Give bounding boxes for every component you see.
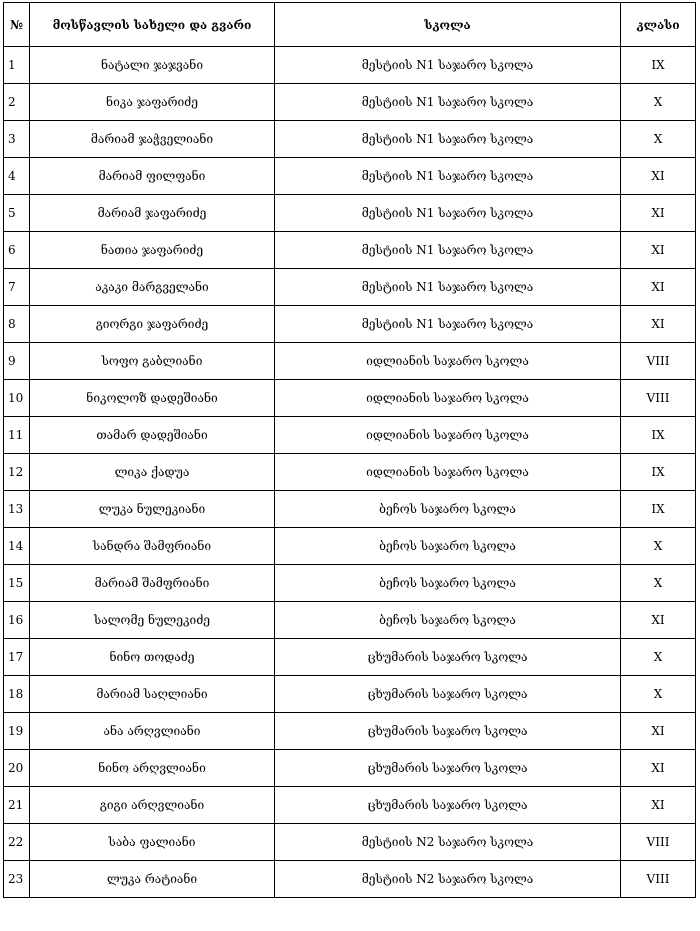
row-number: 16 bbox=[4, 602, 30, 639]
table-row bbox=[4, 861, 696, 898]
grade-value: XI bbox=[621, 750, 696, 787]
student-name: ნინო თოდაძე bbox=[30, 639, 275, 676]
student-name: საბა ფალიანი bbox=[30, 824, 275, 861]
table-row bbox=[4, 602, 696, 639]
grade-value: XI bbox=[621, 713, 696, 750]
grade-value: IX bbox=[621, 417, 696, 454]
school-name: მესტიის N2 საჯარო სკოლა bbox=[275, 824, 621, 861]
row-number: 14 bbox=[4, 528, 30, 565]
row-number: 19 bbox=[4, 713, 30, 750]
student-name: ნინო არღვლიანი bbox=[30, 750, 275, 787]
row-number: 13 bbox=[4, 491, 30, 528]
table-row bbox=[4, 750, 696, 787]
grade-value: XI bbox=[621, 232, 696, 269]
row-number: 12 bbox=[4, 454, 30, 491]
student-name: ანა არღვლიანი bbox=[30, 713, 275, 750]
table-row bbox=[4, 47, 696, 84]
school-name: ბეჩოს საჯარო სკოლა bbox=[275, 491, 621, 528]
student-name: მარიამ ფილფანი bbox=[30, 158, 275, 195]
table-row bbox=[4, 269, 696, 306]
grade-value: VIII bbox=[621, 824, 696, 861]
table-row bbox=[4, 454, 696, 491]
student-name: სანდრა შამფრიანი bbox=[30, 528, 275, 565]
grade-value: XI bbox=[621, 195, 696, 232]
student-name: სოფო გაბლიანი bbox=[30, 343, 275, 380]
grade-value: X bbox=[621, 639, 696, 676]
grade-value: X bbox=[621, 676, 696, 713]
table-row bbox=[4, 565, 696, 602]
row-number: 3 bbox=[4, 121, 30, 158]
grade-value: VIII bbox=[621, 343, 696, 380]
grade-value: XI bbox=[621, 602, 696, 639]
row-number: 15 bbox=[4, 565, 30, 602]
student-name: გიორგი ჯაფარიძე bbox=[30, 306, 275, 343]
table-row bbox=[4, 676, 696, 713]
grade-value: VIII bbox=[621, 380, 696, 417]
school-name: ცხუმარის საჯარო სკოლა bbox=[275, 750, 621, 787]
school-name: მესტიის N1 საჯარო სკოლა bbox=[275, 158, 621, 195]
table-header bbox=[4, 3, 696, 47]
student-name: ნატალი ჯაჯვანი bbox=[30, 47, 275, 84]
student-name: ნიკა ჯაფარიძე bbox=[30, 84, 275, 121]
row-number: 9 bbox=[4, 343, 30, 380]
table-row bbox=[4, 380, 696, 417]
row-number: 11 bbox=[4, 417, 30, 454]
grade-value: X bbox=[621, 528, 696, 565]
table-body bbox=[4, 47, 696, 898]
row-number: 4 bbox=[4, 158, 30, 195]
row-number: 6 bbox=[4, 232, 30, 269]
row-number: 22 bbox=[4, 824, 30, 861]
school-name: ცხუმარის საჯარო სკოლა bbox=[275, 639, 621, 676]
school-name: მესტიის N1 საჯარო სკოლა bbox=[275, 306, 621, 343]
school-name: ბეჩოს საჯარო სკოლა bbox=[275, 565, 621, 602]
row-number: 7 bbox=[4, 269, 30, 306]
school-name: მესტიის N1 საჯარო სკოლა bbox=[275, 47, 621, 84]
school-name: ბეჩოს საჯარო სკოლა bbox=[275, 602, 621, 639]
school-name: მესტიის N1 საჯარო სკოლა bbox=[275, 269, 621, 306]
row-number: 17 bbox=[4, 639, 30, 676]
student-name: მარიამ საღლიანი bbox=[30, 676, 275, 713]
student-name: ლუკა ნულეკიანი bbox=[30, 491, 275, 528]
school-name: მესტიის N1 საჯარო სკოლა bbox=[275, 195, 621, 232]
student-name: გიგი არღვლიანი bbox=[30, 787, 275, 824]
grade-value: IX bbox=[621, 454, 696, 491]
row-number: 8 bbox=[4, 306, 30, 343]
student-name: მარიამ ჯაფარიძე bbox=[30, 195, 275, 232]
header-row bbox=[4, 3, 696, 47]
grade-value: XI bbox=[621, 787, 696, 824]
grade-value: XI bbox=[621, 306, 696, 343]
school-name: ბეჩოს საჯარო სკოლა bbox=[275, 528, 621, 565]
student-name: მარიამ ჯაჭველიანი bbox=[30, 121, 275, 158]
school-name: მესტიის N2 საჯარო სკოლა bbox=[275, 861, 621, 898]
header-school: სკოლა bbox=[275, 3, 621, 47]
grade-value: VIII bbox=[621, 861, 696, 898]
grade-value: IX bbox=[621, 47, 696, 84]
grade-value: XI bbox=[621, 158, 696, 195]
header-number: № bbox=[4, 3, 30, 47]
grade-value: XI bbox=[621, 269, 696, 306]
school-name: ცხუმარის საჯარო სკოლა bbox=[275, 676, 621, 713]
table-row bbox=[4, 343, 696, 380]
grade-value: IX bbox=[621, 491, 696, 528]
table-row bbox=[4, 232, 696, 269]
row-number: 1 bbox=[4, 47, 30, 84]
school-name: მესტიის N1 საჯარო სკოლა bbox=[275, 121, 621, 158]
student-name: ნიკოლოზ დადეშიანი bbox=[30, 380, 275, 417]
school-name: ცხუმარის საჯარო სკოლა bbox=[275, 713, 621, 750]
grade-value: X bbox=[621, 84, 696, 121]
table-row bbox=[4, 158, 696, 195]
table-row bbox=[4, 417, 696, 454]
table-row bbox=[4, 84, 696, 121]
student-name: სალომე ნულეკიძე bbox=[30, 602, 275, 639]
student-name: მარიამ შამფრიანი bbox=[30, 565, 275, 602]
table-row bbox=[4, 195, 696, 232]
row-number: 21 bbox=[4, 787, 30, 824]
student-name: აკაკი მარგველანი bbox=[30, 269, 275, 306]
school-name: იდლიანის საჯარო სკოლა bbox=[275, 380, 621, 417]
table-row bbox=[4, 491, 696, 528]
table-row bbox=[4, 121, 696, 158]
school-name: იდლიანის საჯარო სკოლა bbox=[275, 417, 621, 454]
student-name: თამარ დადეშიანი bbox=[30, 417, 275, 454]
school-name: იდლიანის საჯარო სკოლა bbox=[275, 343, 621, 380]
student-name: ლუკა რატიანი bbox=[30, 861, 275, 898]
student-name: ლიკა ქადუა bbox=[30, 454, 275, 491]
table-row bbox=[4, 824, 696, 861]
row-number: 20 bbox=[4, 750, 30, 787]
school-name: მესტიის N1 საჯარო სკოლა bbox=[275, 84, 621, 121]
school-name: იდლიანის საჯარო სკოლა bbox=[275, 454, 621, 491]
row-number: 2 bbox=[4, 84, 30, 121]
table-row bbox=[4, 787, 696, 824]
row-number: 23 bbox=[4, 861, 30, 898]
table-row bbox=[4, 306, 696, 343]
school-name: ცხუმარის საჯარო სკოლა bbox=[275, 787, 621, 824]
table-row bbox=[4, 639, 696, 676]
grade-value: X bbox=[621, 121, 696, 158]
school-name: მესტიის N1 საჯარო სკოლა bbox=[275, 232, 621, 269]
row-number: 5 bbox=[4, 195, 30, 232]
student-roster-table bbox=[3, 2, 696, 898]
student-name: ნათია ჯაფარიძე bbox=[30, 232, 275, 269]
table-row bbox=[4, 528, 696, 565]
header-grade: კლასი bbox=[621, 3, 696, 47]
row-number: 10 bbox=[4, 380, 30, 417]
table-row bbox=[4, 713, 696, 750]
grade-value: X bbox=[621, 565, 696, 602]
row-number: 18 bbox=[4, 676, 30, 713]
header-student-name: მოსწავლის სახელი და გვარი bbox=[30, 3, 275, 47]
